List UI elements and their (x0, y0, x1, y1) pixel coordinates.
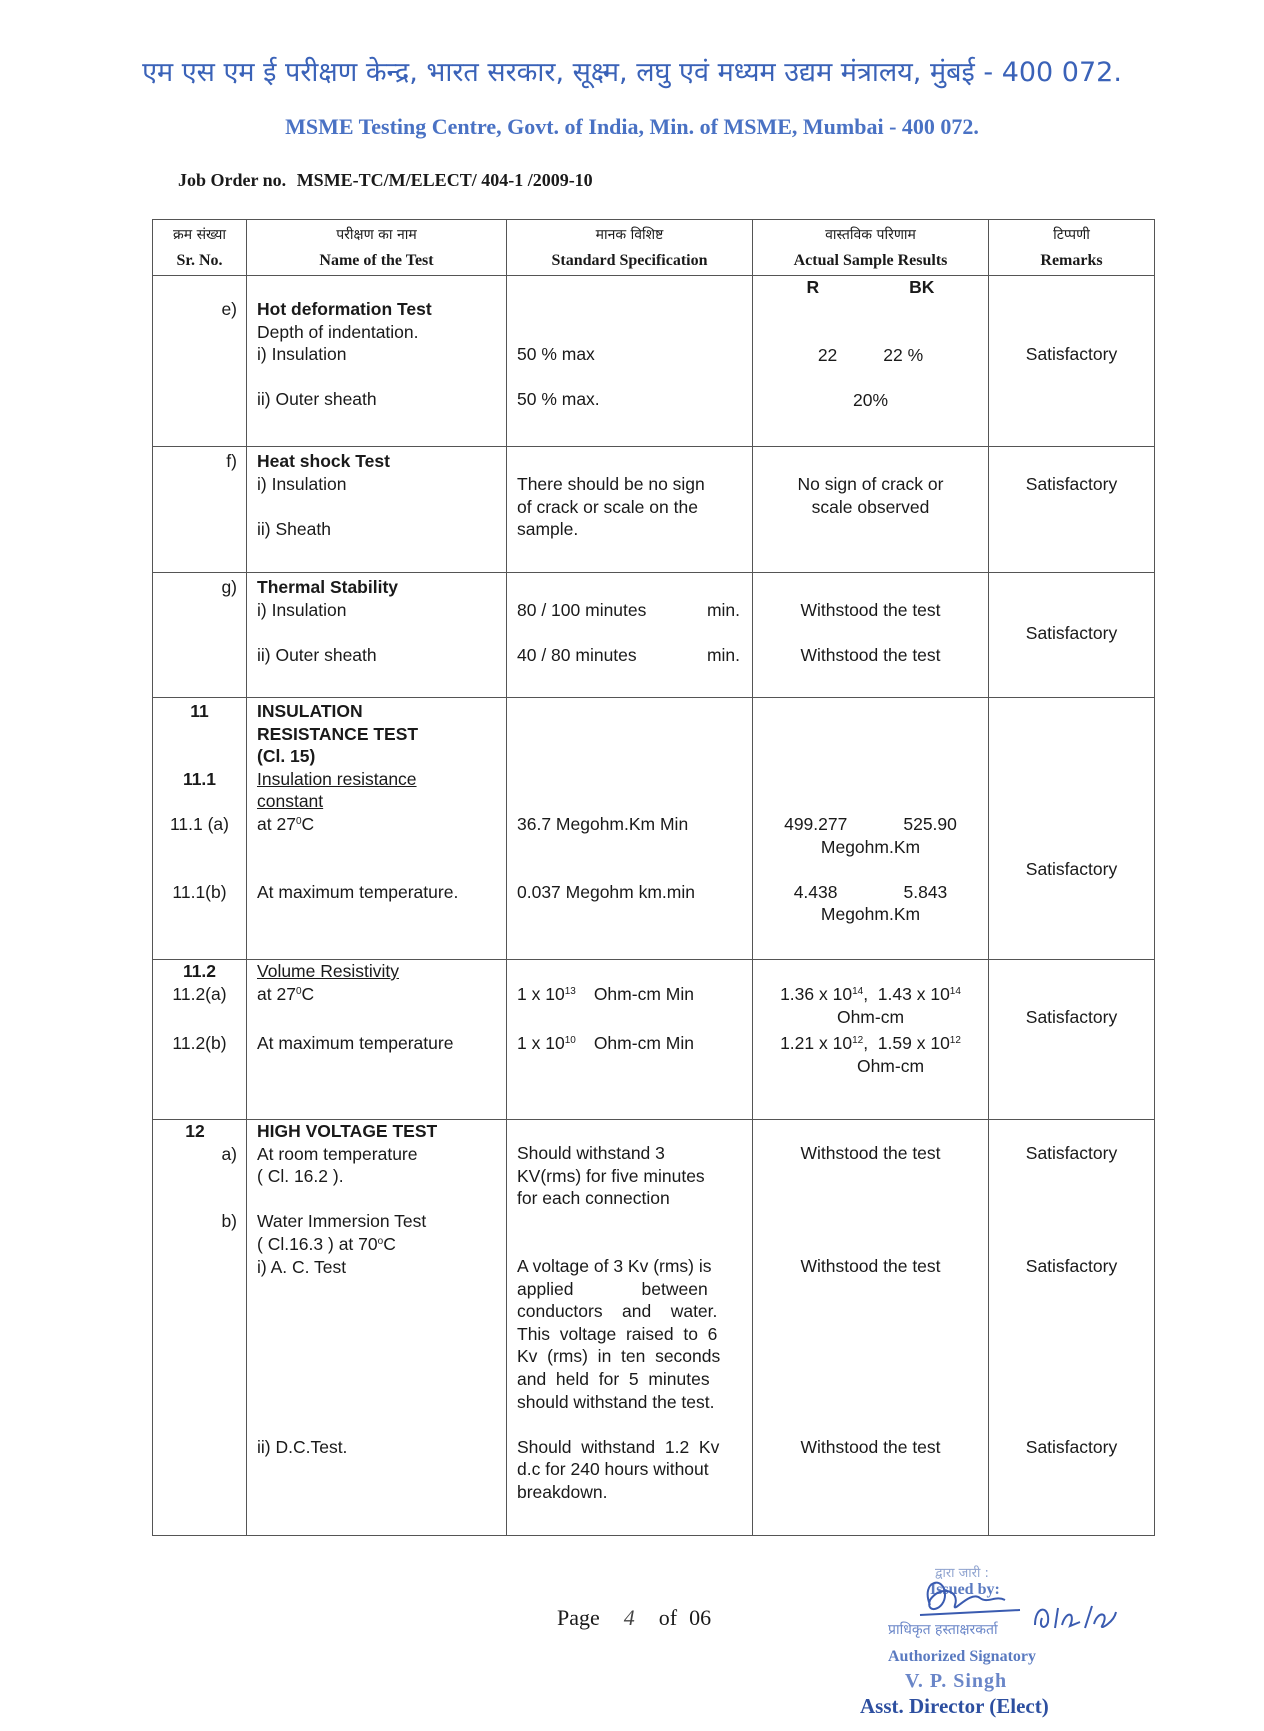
table-row (153, 573, 1155, 698)
header-english: MSME Testing Centre, Govt. of India, Min. of MSME, Mumbai - 400 072. (285, 114, 979, 139)
table-row (153, 960, 1155, 1120)
row-sr: 12 (185, 1121, 205, 1141)
col-sr-en: Sr. No. (176, 251, 223, 269)
job-order-number: MSME-TC/M/ELECT/ 404-1 /2009-10 (296, 170, 593, 190)
issued-by-hindi: द्वारा जारी : (935, 1566, 989, 1581)
job-order-label: Job Order no. (178, 170, 287, 190)
test-item: ii) D.C.Test. (257, 1437, 348, 1458)
spec-line: and held for 5 minutes (517, 1368, 710, 1389)
test-item: ii) Outer sheath (257, 389, 377, 410)
result-bk: 525.90 (903, 814, 957, 834)
temp-unit: C (301, 813, 315, 834)
result-value: Withstood the test (800, 600, 941, 620)
row-sub-sr: b) (221, 1211, 237, 1232)
col-remarks-hi: टिप्पणी (1053, 226, 1090, 243)
test-clause (257, 1233, 506, 1256)
row-sr: f) (226, 451, 237, 471)
remarks: Satisfactory (1025, 859, 1118, 879)
remarks: Satisfactory (1025, 344, 1118, 364)
page-label: Page (557, 1605, 600, 1630)
spec-line: for each connection (517, 1188, 670, 1209)
test-item: i) Insulation (257, 344, 347, 365)
signature-date-icon (1030, 1600, 1120, 1634)
spec-line: conductors and water. (517, 1301, 718, 1322)
result-base: 1.43 x 10 (877, 984, 950, 1004)
test-item: Water Immersion Test (257, 1211, 427, 1232)
table-header-row (153, 220, 1155, 276)
row-sub-sr: 11.1 (a) (169, 813, 229, 834)
result-bk: 5.843 (903, 881, 948, 902)
col-name-en: Name of the Test (319, 251, 434, 269)
temp-unit: C (383, 1233, 396, 1254)
result-value (753, 344, 988, 367)
result-head-bk: BK (909, 277, 935, 297)
spec-unit: Ohm-cm Min (593, 1033, 694, 1054)
spec-value (517, 644, 740, 667)
col-result-en: Actual Sample Results (793, 251, 948, 269)
spec-exp: 13 (564, 986, 576, 997)
temp-label: at 27 (257, 813, 296, 834)
spec-line: Should withstand 3 (517, 1143, 665, 1163)
spec-line: should withstand the test. (517, 1391, 715, 1412)
authorized-signatory-hindi: प्राधिकृत हस्ताक्षरकर्ता (888, 1622, 998, 1638)
row-sub-sr: 11.2(a) (172, 983, 227, 1004)
remarks: Satisfactory (1025, 1436, 1118, 1457)
spec-line: A voltage of 3 Kv (rms) is (517, 1255, 712, 1276)
spec-duration: 40 / 80 minutes (517, 645, 637, 666)
test-item: At maximum temperature. (257, 881, 459, 902)
test-item: ii) Sheath (257, 518, 331, 539)
spec-line: d.c for 240 hours without (517, 1459, 709, 1480)
result-value: 1.21 x $10^{12}$, 1.59 x $10^{12}$ (780, 1033, 961, 1054)
col-spec-hi: मानक विशिष्ट (595, 226, 664, 243)
test-item: ii) Outer sheath (257, 644, 377, 665)
test-title: Volume Resistivity (257, 961, 399, 981)
spec-line: Should withstand 1.2 Kv (517, 1436, 720, 1457)
result-line: scale observed (811, 496, 930, 517)
clause-temp: ( Cl.16.3 ) at 70 (257, 1233, 378, 1254)
spec-value (517, 983, 752, 1006)
spec-line: KV(rms) for five minutes (517, 1165, 705, 1186)
remarks: Satisfactory (1025, 1255, 1118, 1276)
result-value (753, 813, 988, 836)
test-subtitle: Depth of indentation. (257, 321, 419, 342)
spec-value (517, 599, 740, 622)
issued-by: Issued by: (930, 1581, 1000, 1598)
col-result-hi: वास्तविक परिणाम (825, 226, 916, 243)
result-base: 1.21 x 10 (780, 1033, 853, 1054)
test-subtitle: Insulation resistance (257, 768, 417, 789)
spec-line: applied between (517, 1278, 708, 1299)
col-remarks (989, 220, 1155, 276)
result-head-r: R (806, 277, 820, 297)
result-value: Withstood the test (800, 1436, 941, 1457)
spec-unit: Ohm-cm Min (593, 984, 694, 1004)
col-sr (153, 220, 247, 276)
result-r: 4.438 (793, 881, 838, 902)
signatory-designation: Asst. Director (Elect) (860, 1694, 1049, 1718)
col-name (247, 220, 507, 276)
temp-unit: C (301, 983, 315, 1004)
results-table (152, 219, 1155, 1536)
col-sr-hi: क्रम संख्या (173, 226, 226, 243)
page-number (545, 1605, 723, 1631)
spec-min: min. (706, 600, 740, 620)
col-remarks-en: Remarks (1040, 251, 1103, 269)
remarks: Satisfactory (1025, 1143, 1118, 1163)
remarks: Satisfactory (1025, 623, 1118, 643)
degree-sup: 0 (295, 815, 302, 827)
test-title: Thermal Stability (257, 577, 399, 597)
test-title: Heat shock Test (257, 451, 390, 471)
result-unit: Megohm.Km (820, 836, 921, 857)
spec-line: This voltage raised to 6 (517, 1323, 718, 1344)
row-sr: 11 (190, 701, 209, 721)
row-sr: g) (221, 577, 237, 597)
result-exp: 14 (852, 986, 864, 997)
test-title: HIGH VOLTAGE TEST (257, 1121, 438, 1141)
col-spec-en: Standard Specification (551, 251, 708, 269)
spec-value: 50 % max (517, 344, 595, 364)
spec-line: of crack or scale on the (517, 496, 698, 517)
spec-line: breakdown. (517, 1481, 608, 1502)
test-item: At room temperature (257, 1143, 418, 1164)
result-unit: Ohm-cm (856, 1055, 925, 1076)
test-clause: (Cl. 15) (257, 746, 316, 767)
spec-line: There should be no sign (517, 474, 705, 494)
test-item (257, 813, 506, 836)
temp-label: at 27 (257, 983, 296, 1004)
degree-sup: o (377, 1235, 384, 1247)
test-item: i) Insulation (257, 599, 347, 620)
row-sub-sr: 11.1(b) (172, 881, 227, 902)
remarks: Satisfactory (1025, 1007, 1118, 1027)
spec-line: sample. (517, 519, 579, 540)
test-subtitle: constant (257, 791, 324, 812)
spec-base: 1 x 10 (517, 1033, 565, 1054)
job-order (178, 170, 593, 191)
test-clause: ( Cl. 16.2 ). (257, 1166, 344, 1187)
result-r: 499.277 (784, 814, 848, 834)
spec-duration: 80 / 100 minutes (517, 600, 647, 620)
result-value: Withstood the test (800, 1255, 941, 1276)
result-value (753, 881, 988, 904)
result-base: 1.36 x 10 (780, 984, 853, 1004)
result-r: 22 (817, 344, 838, 365)
row-sub-sr: 11.1 (182, 768, 217, 789)
row-sr: 11.2 (182, 961, 217, 981)
test-item: At maximum temperature (257, 1032, 454, 1053)
result-head (753, 276, 988, 299)
table-row (153, 698, 1155, 960)
row-sr: e) (221, 299, 237, 319)
result-exp: 14 (949, 986, 961, 997)
spec-value: 0.037 Megohm km.min (517, 881, 695, 902)
result-exp: 12 (852, 1035, 864, 1047)
result-bk: 22 % (883, 344, 924, 365)
result-line: No sign of crack or (797, 474, 944, 494)
result-value: Withstood the test (800, 645, 941, 666)
row-sub-sr: 11.2(b) (172, 1032, 227, 1053)
test-title: RESISTANCE TEST (257, 723, 419, 744)
result-value: Withstood the test (800, 1143, 941, 1163)
signatory-name: V. P. Singh (905, 1670, 1008, 1692)
test-title: Hot deformation Test (257, 299, 432, 319)
remarks: Satisfactory (1025, 474, 1118, 494)
authorized-signatory: Authorized Signatory (888, 1648, 1036, 1665)
table-row (153, 1120, 1155, 1536)
test-item: i) Insulation (257, 473, 347, 494)
row-sub-sr: a) (221, 1143, 237, 1164)
table-row (153, 447, 1155, 573)
page-total: 06 (689, 1605, 712, 1630)
page-current: 4 (623, 1605, 635, 1630)
col-result (753, 220, 989, 276)
spec-line: Kv (rms) in ten seconds (517, 1346, 721, 1367)
result-exp: 12 (949, 1035, 961, 1047)
header-hindi: एम एस एम ई परीक्षण केन्द्र, भारत सरकार, सूक्ष्म, लघु एवं मध्यम उद्यम मंत्रालय, मुंबई - 400 072. (142, 57, 1122, 88)
table-row (153, 276, 1155, 447)
result-value: 1.36 x $10^{14}$, 1.43 x $10^{14}$ (780, 984, 961, 1004)
spec-value: 36.7 Megohm.Km Min (517, 814, 689, 834)
spec-value: 50 % max. (517, 389, 600, 410)
spec-exp: 10 (564, 1035, 576, 1047)
result-unit: Megohm.Km (820, 904, 921, 925)
degree-sup: 0 (295, 985, 302, 997)
test-title: INSULATION (257, 701, 363, 721)
col-spec (507, 220, 753, 276)
spec-min: min. (706, 645, 740, 666)
result-unit: Ohm-cm (836, 1006, 905, 1027)
result-base: 1.59 x 10 (877, 1033, 950, 1054)
col-name-hi: परीक्षण का नाम (336, 226, 417, 243)
page-of: of (658, 1605, 678, 1630)
test-item: i) A. C. Test (257, 1256, 347, 1277)
test-item (257, 983, 506, 1006)
result-value: 20% (852, 389, 889, 410)
spec-base: 1 x 10 (517, 984, 565, 1004)
spec-value (517, 1032, 752, 1055)
